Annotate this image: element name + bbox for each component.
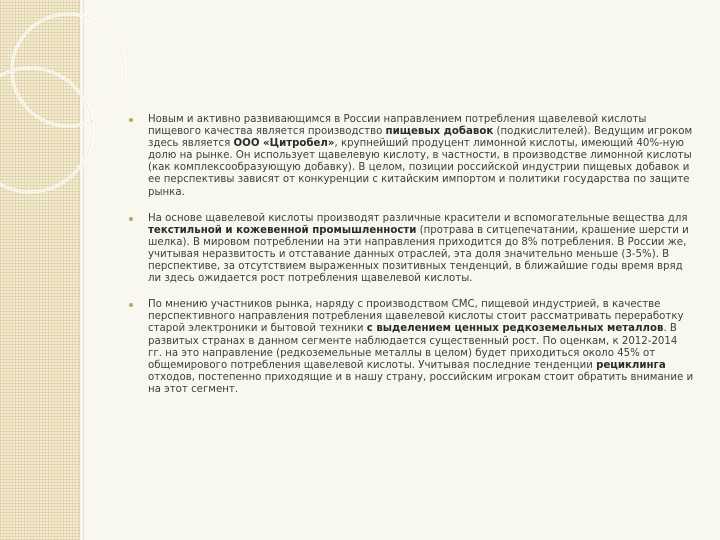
bullet-icon [129, 303, 133, 307]
bullet-text: По мнению участников рынка, наряду с производством СМС, пищевой индустрией, в качестве перспективного направления потребления щавелевой кислоты стоит рассматривать переработку старой электроники и бытовой техники с выделением ценных редкоземельных металлов. В развитых странах в данном сегменте наблюдается существенный рост. По оценкам, к 2012-2014 гг. на это направление (редкоземельные металлы в целом) будет приходиться около 45% от общемирового потребления щавелевой кислоты. Учитывая последние тенденции рециклинга отходов, постепенно приходящие и в нашу страну, российским игрокам стоит обратить внимание и на этот сегмент. [148, 299, 694, 395]
bullet-icon [129, 118, 133, 122]
bullet-text: Новым и активно развивающимся в России направлением потребления щавелевой кислоты пищевого качества является производство пищевых добавок (подкислителей). Ведущим игроком здесь является ООО «Цитробел», крупнейший продуцент лимонной кислоты, имеющий 40%-ную долю на рынке. Он использует щавелевую кислоту, в частности, в производстве лимонной кислоты (как комплексообразующую добавку). В целом, позиции российской индустрии пищевых добавок и ее перспективы зависят от конкуренции с китайским импортом и политики государства по защите рынка. [148, 114, 693, 198]
slide-content [126, 114, 694, 410]
bullet-item-textile-leather [126, 213, 694, 286]
bullet-item-food-additives [126, 114, 694, 199]
bullet-icon [129, 217, 133, 221]
bullet-text: На основе щавелевой кислоты производят различные красители и вспомогательные вещества для текстильной и кожевенной промышленности (протрава в ситцепечатании, крашение шерсти и шелка). В мировом потреблении на эти направления приходится до 8% потребления. В России же, учитывая неразвитость и отставание данных отраслей, эта доля значительно меньше (3-5%). В перспективе, за отсутствием выраженных позитивных тенденций, в ближайшие годы время вряд ли здесь ожидается рост потребления щавелевой кислоты. [148, 212, 689, 285]
bullet-item-rare-earth-recycling [126, 299, 694, 396]
decorative-circles [0, 0, 140, 540]
